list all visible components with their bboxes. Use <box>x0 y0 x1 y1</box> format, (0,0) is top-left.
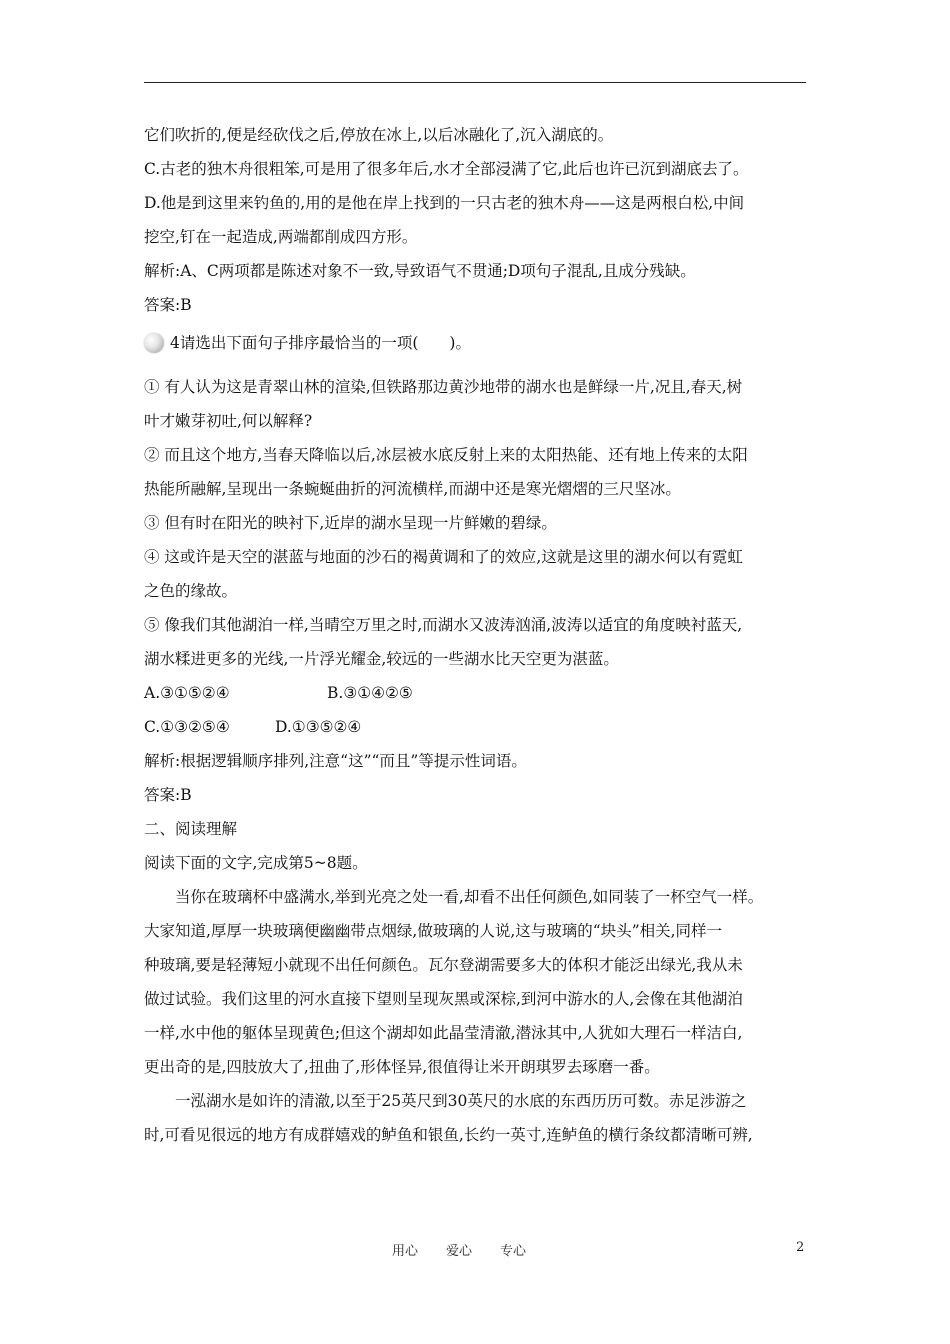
option-b: B.③①④②⑤ <box>327 684 413 702</box>
footer-word: 爱心 <box>446 1244 473 1259</box>
q4-answer: 答案:B <box>144 786 192 804</box>
footer-motto <box>392 1240 526 1259</box>
option-d-text: D.他是到这里来钓鱼的,用的是他在岸上找到的一只古老的独木舟——这是两根白松,中间 <box>144 194 745 212</box>
header-rule <box>144 82 806 83</box>
sentence-1-cont: 叶才嫩芽初吐,何以解释? <box>144 412 313 430</box>
options-row-ab <box>144 676 814 710</box>
passage-line: 一样,水中他的躯体呈现黄色;但这个湖却如此晶莹清澈,潜泳其中,人犹如大理石一样洁白, <box>144 1024 743 1042</box>
q4-question: 4请选出下面句子排序最恰当的一项( )。 <box>170 334 471 352</box>
sentence-1: ① 有人认为这是青翠山林的渲染,但铁路那边黄沙地带的湖水也是鲜绿一片,况且,春天,树 <box>144 378 743 396</box>
sentence-4: ④ 这或许是天空的湛蓝与地面的沙石的褐黄调和了的效应,这就是这里的湖水何以有霓虹 <box>144 548 743 566</box>
passage-line: 时,可看见很远的地方有成群嬉戏的鲈鱼和银鱼,长约一英寸,连鲈鱼的横行条纹都清晰可辨, <box>144 1126 753 1144</box>
page-content <box>144 118 814 1152</box>
passage-line: 做过试验。我们这里的河水直接下望则呈现灰黑或深棕,到河中游水的人,会像在其他湖泊 <box>144 990 743 1008</box>
sentence-3: ③ 但有时在阳光的映衬下,近岸的湖水呈现一片鲜嫩的碧绿。 <box>144 514 557 532</box>
passage-line: 大家知道,厚厚一块玻璃便幽幽带点烟绿,做玻璃的人说,这与玻璃的“块头”相关,同样一 <box>144 922 723 940</box>
q3-analysis: 解析:A、C两项都是陈述对象不一致,导致语气不贯通;D项句子混乱,且成分残缺。 <box>144 262 696 280</box>
sentence-2-cont: 热能所融解,呈现出一条蜿蜒曲折的河流横样,而湖中还是寒光熠熠的三尺坚冰。 <box>144 480 681 498</box>
option-c-text: C.古老的独木舟很粗笨,可是用了很多年后,水才全部浸满了它,此后也许已沉到湖底去了。 <box>144 160 749 178</box>
footer-word: 用心 <box>392 1244 419 1259</box>
section-heading: 二、阅读理解 <box>144 820 238 838</box>
question-marker-icon <box>144 333 164 353</box>
sentence-4-cont: 之色的缘故。 <box>144 582 238 600</box>
passage-line: 当你在玻璃杯中盛满水,举到光亮之处一看,却看不出任何颜色,如同装了一杯空气一样。 <box>175 888 764 906</box>
passage-line: 一泓湖水是如许的清澈,以至于25英尺到30英尺的水底的东西历历可数。赤足涉游之 <box>175 1092 747 1110</box>
sentence-2: ② 而且这个地方,当春天降临以后,冰层被水底反射上来的太阳热能、还有地上传来的太阳 <box>144 446 748 464</box>
sentence-5: ⑤ 像我们其他湖泊一样,当晴空万里之时,而湖水又波涛汹涌,波涛以适宜的角度映衬蓝天, <box>144 616 743 634</box>
text-line: 它们吹折的,便是经砍伐之后,停放在冰上,以后冰融化了,沉入湖底的。 <box>144 126 614 144</box>
q3-answer: 答案:B <box>144 296 192 314</box>
page-number: 2 <box>796 1240 805 1255</box>
footer-word: 专心 <box>500 1244 527 1259</box>
passage-line: 更出奇的是,四肢放大了,扭曲了,形体怪异,很值得让米开朗琪罗去琢磨一番。 <box>144 1058 660 1076</box>
option-d: D.①③⑤②④ <box>275 718 362 736</box>
option-c: C.①③②⑤④ <box>144 718 230 736</box>
option-a: A.③①⑤②④ <box>144 684 230 702</box>
sentence-5-cont: 湖水糅进更多的光线,一片浮光耀金,较远的一些湖水比天空更为湛蓝。 <box>144 650 619 668</box>
passage-line: 种玻璃,要是轻薄短小就现不出任何颜色。瓦尔登湖需要多大的体积才能泛出绿光,我从未 <box>144 956 743 974</box>
reading-intro: 阅读下面的文字,完成第5~8题。 <box>144 854 368 872</box>
q4-analysis: 解析:根据逻辑顺序排列,注意“这”“而且”等提示性词语。 <box>144 752 527 770</box>
options-row-cd <box>144 710 814 744</box>
q4-question-row <box>144 326 814 360</box>
option-d-text-cont: 挖空,钉在一起造成,两端都削成四方形。 <box>144 228 418 246</box>
